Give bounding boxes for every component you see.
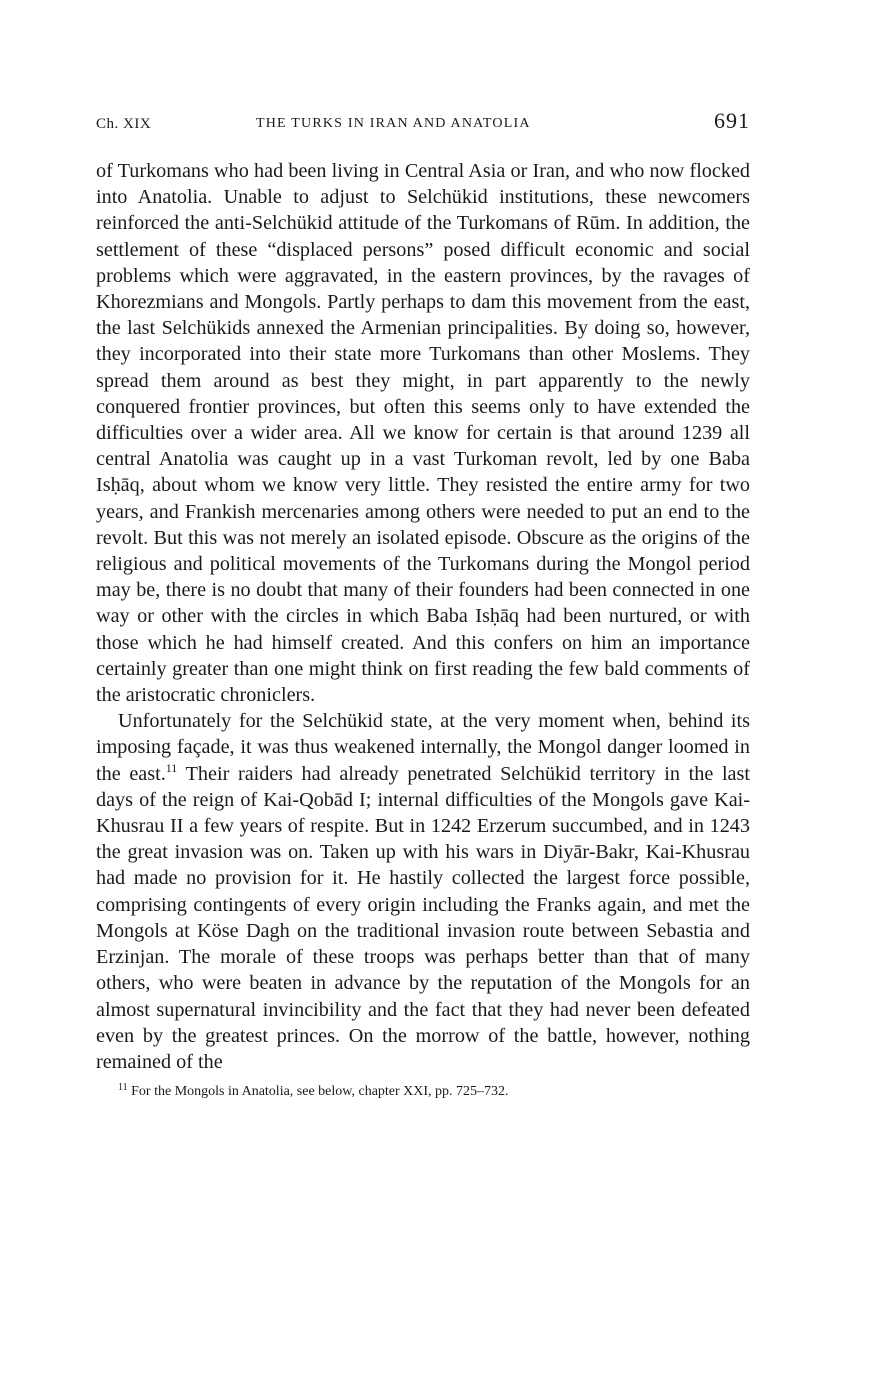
running-head: [96, 108, 750, 142]
page-number: 691: [714, 108, 750, 133]
paragraph-2-text-a: Unfortunately for the Selchükid state, at the very moment when, behind its imposing façade, it was thus weakened internally, the Mongol danger loomed in the east.: [96, 710, 750, 785]
paragraph-2: [96, 708, 750, 1075]
paragraph-2-text-b: Their raiders had already penetrated Selchükid territory in the last days of the reign of Kai-Qobād I; internal difficulties of the Mongols gave Kai-Khusrau II a few years of respite. But in 1242 Erzerum succumbed, and in 1243 the great invasion was on. Taken up with his wars in Diyār-Bakr, Kai-Khusrau had made no provision for it. He hastily collected the largest force possible, comprising contingents of every origin including the Franks again, and met the Mongols at Köse Dagh on the traditional invasion route between Sebastia and Erzinjan. The morale of these troops was perhaps better than that of many others, who were beaten in advance by the reputation of the Mongols for an almost supernatural invincibility and the fact that they had never been defeated even by the greatest princes. On the morrow of the battle, however, nothing remained of the: [96, 762, 750, 1073]
footnote-reference: 11: [165, 760, 178, 775]
footnote-number: 11: [118, 1082, 128, 1094]
chapter-label: Ch. XIX: [96, 116, 152, 132]
paragraph-1: of Turkomans who had been living in Central Asia or Iran, and who now flocked into Anatolia. Unable to adjust to Selchükid institutions, these newcomers reinforced the anti-Selchükid attitude of the Turkomans of Rūm. In addition, the settlement of these “displaced persons” posed difficult economic and social problems which were aggravated, in the eastern provinces, by the ravages of Khorezmians and Mongols. Partly perhaps to dam this movement from the east, the last Selchükids annexed the Armenian principalities. By doing so, however, they incorporated into their state more Turkomans than other Moslems. They spread them around as best they might, in part apparently to the newly conquered frontier provinces, but often this seems only to have extended the difficulties over a wider area. All we know for certain is that around 1239 all central Anatolia was caught up in a vast Turkoman revolt, led by one Baba Isḥāq, about whom we know very little. They resisted the entire army for two years, and Frankish mercenaries among others were needed to put an end to the revolt. But this was not merely an isolated episode. Obscure as the origins of the religious and political movements of the Turkomans during the Mongol period may be, there is no doubt that many of their founders had been connected in one way or other with the circles in which Baba Isḥāq had been nurtured, or with those which he had himself created. And this confers on him an importance certainly greater than one might think on first reading the few bald comments of the aristocratic chroniclers.: [96, 160, 750, 707]
body-text: [96, 158, 750, 1075]
book-page: [96, 108, 750, 1101]
footnote: [96, 1083, 750, 1101]
running-title: THE TURKS IN IRAN AND ANATOLIA: [256, 116, 531, 131]
footnote-text: For the Mongols in Anatolia, see below, chapter XXI, pp. 725–732.: [127, 1084, 509, 1100]
